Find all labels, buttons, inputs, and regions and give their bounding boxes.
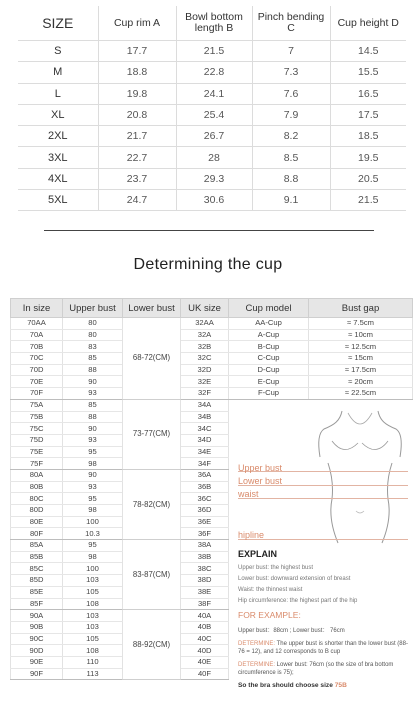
explain-line: Lower bust: downward extension of breast [238,576,351,582]
determine-text: Lower bust: 76cm (so the size of bra bottom circumference is 75); [238,662,394,676]
cup-table-cell: 38F [181,598,229,610]
cup-table-header-cell: Cup model [229,299,309,318]
example-measurements: Upper bust：88cm ; Lower bust： 76cm [238,628,345,634]
cup-table-cell: 80A [11,469,63,481]
cup-table-cell: 100 [63,516,123,528]
conclusion-size: 75B [334,682,347,689]
cup-table-cell: E-Cup [229,376,309,388]
size-table-cell: 22.7 [98,147,176,168]
size-table-row [18,41,406,62]
cup-table-cell: 85 [63,353,123,365]
cup-table-row [11,364,413,376]
cup-table-cell: 103 [63,621,123,633]
cup-table-row [11,341,413,353]
cup-table-cell: 34A [181,399,229,411]
cup-table-cell: 95 [63,540,123,552]
size-table-header-cell: SIZE [18,6,98,41]
cup-table-cell: ≈ 17.5cm [309,364,413,376]
cup-table-cell: 75E [11,446,63,458]
cup-table-cell: 85F [11,598,63,610]
size-table-cell: 18.8 [98,62,176,83]
cup-table-cell: 105 [63,633,123,645]
size-table-cell: 20.8 [98,104,176,125]
size-table-cell: 26.7 [176,126,252,147]
cup-table-cell: 105 [63,586,123,598]
cup-table-row [11,318,413,330]
explain-line: Waist: the thinnest waist [238,587,303,593]
cup-table-cell: 36B [181,481,229,493]
cup-table-cell: 90D [11,645,63,657]
cup-table-cell: A-Cup [229,329,309,341]
cup-table-cell: 34E [181,446,229,458]
size-table-cell: L [18,83,98,104]
cup-table-cell: 34F [181,458,229,470]
body-silhouette-icon [310,407,410,547]
cup-table-cell: 90C [11,633,63,645]
cup-table-cell: 36C [181,493,229,505]
size-table-cell: 7 [252,41,330,62]
size-table-cell: 28 [176,147,252,168]
size-table-cell: 7.6 [252,83,330,104]
size-table-cell: 25.4 [176,104,252,125]
cup-table-cell: 70B [11,341,63,353]
size-table-cell: 4XL [18,168,98,189]
cup-table-header-cell: Lower bust [123,299,181,318]
cup-table-cell: 98 [63,551,123,563]
size-table-cell: 29.3 [176,168,252,189]
conclusion-text: So the bra should choose size [238,682,335,689]
size-table-cell: 15.5 [330,62,406,83]
cup-table-row [11,388,413,400]
cup-table-cell: 88 [63,411,123,423]
cup-table-cell: 103 [63,575,123,587]
size-table-row [18,83,406,104]
size-table-cell: 5XL [18,190,98,211]
cup-table-cell: 85D [11,575,63,587]
cup-table-cell: 34B [181,411,229,423]
cup-table-cell: 40E [181,656,229,668]
lower-bust-range: 68-72(CM) [123,318,181,400]
cup-table-cell: 103 [63,610,123,622]
cup-table-row [11,376,413,388]
cup-table-cell: 32AA [181,318,229,330]
cup-table-cell: 100 [63,563,123,575]
cup-table-row [11,353,413,365]
size-table-header-cell: Cup height D [330,6,406,41]
size-table-cell: 16.5 [330,83,406,104]
cup-table-cell: 32D [181,364,229,376]
cup-table-cell: 90F [11,668,63,680]
size-table-cell: 19.8 [98,83,176,104]
lower-bust-range: 78-82(CM) [123,469,181,539]
cup-table-cell: 36D [181,505,229,517]
cup-table-cell: F-Cup [229,388,309,400]
cup-table-cell: 70A [11,329,63,341]
cup-table-cell: 110 [63,656,123,668]
size-table-body [18,41,406,211]
cup-table-cell: 70D [11,364,63,376]
example-determine-cup [238,640,410,656]
cup-table-cell: 70F [11,388,63,400]
cup-table-cell: 80C [11,493,63,505]
lower-bust-range: 73-77(CM) [123,399,181,469]
size-table-cell: 19.5 [330,147,406,168]
size-table-cell: 24.7 [98,190,176,211]
cup-table-cell: 90 [63,376,123,388]
cup-table-cell: 40D [181,645,229,657]
size-table-header-cell: Cup rim A [98,6,176,41]
cup-table-cell: 40F [181,668,229,680]
cup-table-cell: 88 [63,364,123,376]
section-divider [44,230,374,231]
size-table-cell: 24.1 [176,83,252,104]
cup-table-cell: 80 [63,318,123,330]
cup-table-header-cell: Upper bust [63,299,123,318]
cup-table-cell: 36A [181,469,229,481]
example-conclusion [238,682,410,690]
size-table-cell: 17.7 [98,41,176,62]
cup-table-cell: 85C [11,563,63,575]
cup-table-cell: 38C [181,563,229,575]
cup-table-cell: 32C [181,353,229,365]
cup-table-cell: 75D [11,434,63,446]
cup-table-cell: ≈ 20cm [309,376,413,388]
waist-label: waist [238,489,259,499]
size-table-header-cell: Bowl bottom length B [176,6,252,41]
cup-table-cell: 85E [11,586,63,598]
size-table-cell: M [18,62,98,83]
size-table-row [18,104,406,125]
size-table-cell: 8.5 [252,147,330,168]
size-table-cell: 7.9 [252,104,330,125]
cup-table-cell: 36E [181,516,229,528]
size-table-cell: 8.2 [252,126,330,147]
cup-table-cell: 80 [63,329,123,341]
measurement-panel [236,403,412,713]
cup-table-cell: ≈ 22.5cm [309,388,413,400]
size-table-cell: 21.5 [330,190,406,211]
cup-table-cell: 80F [11,528,63,540]
cup-table-cell: 36F [181,528,229,540]
explain-title: EXPLAIN [238,549,278,559]
cup-table-cell: 93 [63,388,123,400]
lower-bust-label: Lower bust [238,476,283,486]
size-table-cell: 9.1 [252,190,330,211]
cup-table-cell: ≈ 10cm [309,329,413,341]
cup-table-cell: 113 [63,668,123,680]
size-table-cell: S [18,41,98,62]
cup-table-cell: 85 [63,399,123,411]
cup-table-header-cell: Bust gap [309,299,413,318]
cup-table-cell: 108 [63,598,123,610]
lower-bust-range: 83-87(CM) [123,540,181,610]
cup-table-cell: 70AA [11,318,63,330]
cup-table-cell: 90A [11,610,63,622]
cup-table-cell: 90E [11,656,63,668]
cup-table-cell: 10.3 [63,528,123,540]
cup-table-cell: 32E [181,376,229,388]
cup-table-cell: 32B [181,341,229,353]
cup-table-cell: 90B [11,621,63,633]
size-table-row [18,190,406,211]
cup-table-cell: 95 [63,446,123,458]
section-heading: Determining the cup [133,256,283,273]
cup-table-cell: 75F [11,458,63,470]
cup-table-cell: 38B [181,551,229,563]
upper-bust-label: Upper bust [238,463,283,473]
cup-table-cell: 40C [181,633,229,645]
cup-table-cell: 85B [11,551,63,563]
cup-table-cell: ≈ 7.5cm [309,318,413,330]
cup-table-cell: 32F [181,388,229,400]
waist-line [238,498,408,499]
size-table-header [18,6,406,41]
example-title: FOR EXAMPLE: [238,610,301,620]
determine-label: DETERMINE: [238,641,276,647]
size-table-header-cell: Pinch bending C [252,6,330,41]
explain-line: Hip circumference: the highest part of the hip [238,598,358,604]
hipline-label: hipline [238,530,265,540]
cup-table-cell: 98 [63,458,123,470]
size-table-row [18,62,406,83]
determine-label: DETERMINE: [238,662,276,668]
cup-table-cell: 34D [181,434,229,446]
lower-bust-range: 88-92(CM) [123,610,181,680]
cup-table-cell: D-Cup [229,364,309,376]
cup-table-cell: 95 [63,493,123,505]
size-table-cell: 3XL [18,147,98,168]
size-table-cell: 14.5 [330,41,406,62]
example-determine-band [238,661,410,677]
cup-table-cell: 85A [11,540,63,552]
cup-table-cell: 80B [11,481,63,493]
cup-table-cell: 98 [63,505,123,517]
size-table-cell: 22.8 [176,62,252,83]
cup-table-row [11,329,413,341]
cup-table-header-cell: UK size [181,299,229,318]
cup-table-cell: 34C [181,423,229,435]
cup-table-cell: 90 [63,469,123,481]
cup-table-cell: 75C [11,423,63,435]
explain-line: Upper bust: the highest bust [238,565,314,571]
cup-table-cell: 70E [11,376,63,388]
cup-table-cell: 83 [63,341,123,353]
cup-table-cell: AA-Cup [229,318,309,330]
cup-table-header [11,299,413,318]
cup-table-cell: 93 [63,434,123,446]
size-table-row [18,168,406,189]
size-table-cell: 23.7 [98,168,176,189]
cup-table-cell: 90 [63,423,123,435]
size-table [18,6,406,211]
cup-table-cell: 70C [11,353,63,365]
cup-table-cell: 80E [11,516,63,528]
size-table-cell: XL [18,104,98,125]
cup-table-cell: 32A [181,329,229,341]
size-table-cell: 18.5 [330,126,406,147]
size-table-cell: 2XL [18,126,98,147]
size-table-cell: 8.8 [252,168,330,189]
cup-table-cell: 40B [181,621,229,633]
cup-table-cell: C-Cup [229,353,309,365]
size-table-cell: 30.6 [176,190,252,211]
cup-table-cell: ≈ 12.5cm [309,341,413,353]
cup-table-cell: 38A [181,540,229,552]
size-table-cell: 21.7 [98,126,176,147]
size-table-row [18,126,406,147]
cup-table-cell: 40A [181,610,229,622]
cup-table-cell: 80D [11,505,63,517]
cup-table-cell: 75B [11,411,63,423]
cup-table-cell: 93 [63,481,123,493]
size-table-cell: 17.5 [330,104,406,125]
cup-table-cell: 108 [63,645,123,657]
cup-table-cell: B-Cup [229,341,309,353]
cup-table-cell: 38E [181,586,229,598]
cup-table-cell: 38D [181,575,229,587]
size-table-cell: 7.3 [252,62,330,83]
size-table-row [18,147,406,168]
determine-text: The upper bust is shorter than the lower bust (88-76 = 12), and 12 corresponds to B cup [238,641,408,655]
size-table-cell: 20.5 [330,168,406,189]
cup-table-cell: ≈ 15cm [309,353,413,365]
size-table-cell: 21.5 [176,41,252,62]
cup-table-header-cell: In size [11,299,63,318]
cup-table-cell: 75A [11,399,63,411]
